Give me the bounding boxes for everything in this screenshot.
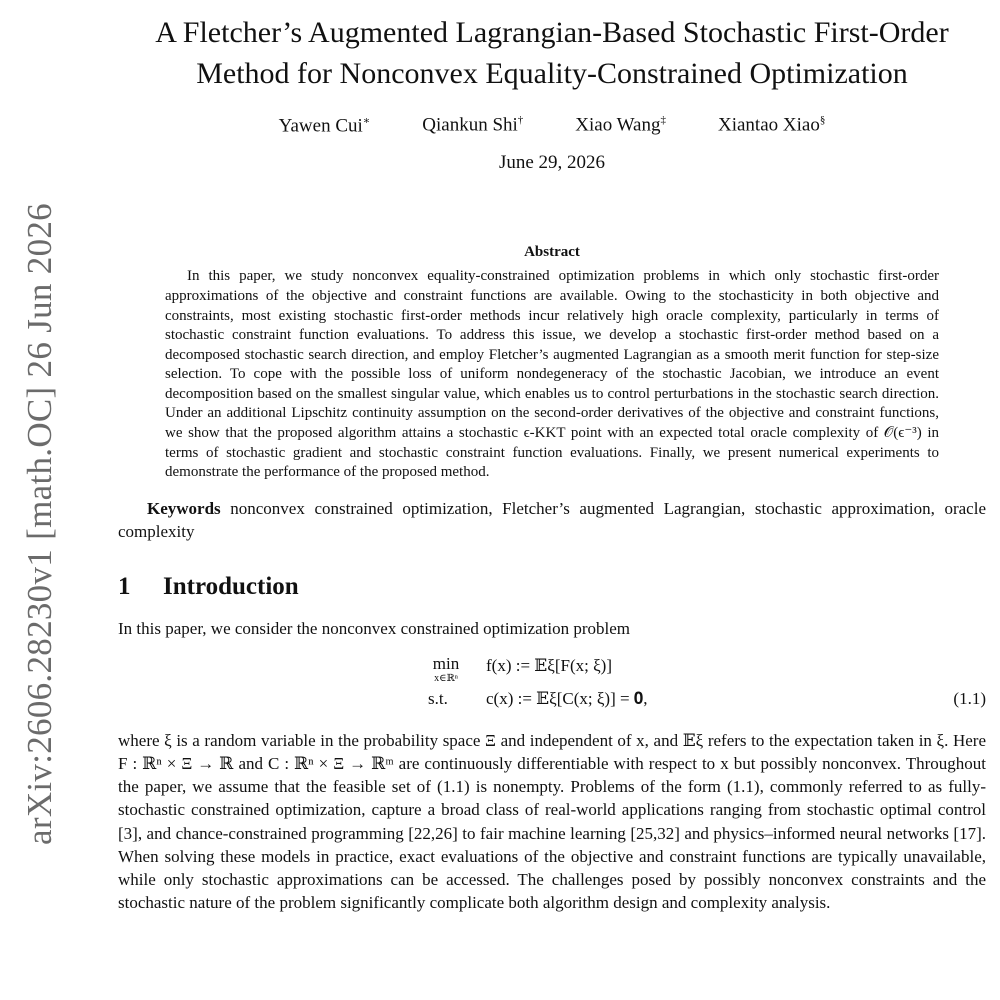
min-subscript: x∈ℝⁿ bbox=[434, 672, 458, 684]
author: Qiankun Shi† bbox=[422, 114, 524, 136]
intro-sentence: In this paper, we consider the nonconvex constrained optimization problem bbox=[118, 618, 631, 638]
title-line-2: Method for Nonconvex Equality-Constrained Optimization bbox=[196, 57, 908, 90]
title-line-1: A Fletcher’s Augmented Lagrangian-Based Stochastic First-Order bbox=[155, 16, 949, 49]
min-operator: min x∈ℝⁿ bbox=[428, 656, 464, 686]
equation-number: (1.1) bbox=[953, 688, 986, 708]
arxiv-identifier: arXiv:2606.28230v1 [math.OC] 26 Jun 2026 bbox=[20, 203, 59, 845]
paper-page bbox=[118, 0, 986, 914]
author-list bbox=[118, 114, 986, 137]
constraint-expression: c(x) := 𝔼ξ[C(x; ξ)] = 𝟎, bbox=[486, 688, 648, 708]
author-footnote-mark: † bbox=[517, 114, 524, 126]
section-title: Introduction bbox=[163, 572, 299, 600]
keywords-label: Keywords bbox=[147, 498, 221, 518]
keywords-text: nonconvex constrained optimization, Fletcher’s augmented Lagrangian, stochastic approximation, oracle complexity bbox=[118, 498, 986, 541]
section-heading bbox=[118, 573, 986, 601]
paper-title bbox=[118, 12, 986, 94]
subject-to-label: s.t. bbox=[428, 688, 448, 708]
author-footnote-mark: ∗ bbox=[362, 115, 371, 127]
author: Xiao Wang‡ bbox=[575, 114, 666, 136]
author-footnote-mark: ‡ bbox=[660, 114, 666, 126]
abstract-heading: Abstract bbox=[524, 244, 580, 261]
objective-expression: f(x) := 𝔼ξ[F(x; ξ)] bbox=[486, 655, 612, 675]
keywords-line bbox=[118, 497, 986, 543]
author: Yawen Cui∗ bbox=[278, 115, 371, 137]
body-paragraph: where ξ is a random variable in the probability space Ξ and independent of x, and 𝔼ξ refers to the expectation taken in ξ. Here F : ℝⁿ × Ξ → ℝ and C : ℝⁿ × Ξ → ℝᵐ are continuously differentiable with respect to x but possibly nonconvex. Throughout the paper, we assume that the feasible set of (1.1) is nonempty. Problems of the form (1.1), commonly referred to as fully-stochastic constrained optimization, capture a broad class of real-world applications ranging from stochastic optimal control [3], and chance-constrained programming [22,26] to fair machine learning [25,32] and physics–informed neural networks [17]. When solving these models in practice, exact evaluations of the objective and constraint functions are typically unavailable, while only stochastic approximations can be accessed. The challenges posed by possibly nonconvex constraints and the stochastic nature of the problem significantly complicate both algorithm design and complexity analysis. bbox=[118, 730, 986, 913]
arxiv-sidebar bbox=[0, 0, 72, 1000]
section-number: 1 bbox=[118, 572, 131, 600]
optimization-problem bbox=[118, 651, 986, 715]
author: Xiantao Xiao§ bbox=[717, 114, 826, 136]
paper-date: June 29, 2026 bbox=[498, 152, 606, 174]
abstract-text: In this paper, we study nonconvex equality-constrained optimization problems in which only stochastic first-order approximations of the objective and constraint functions are available. Owing to the stochasticity in both objective and constraints, most existing stochastic first-order methods incur relatively high oracle complexity, particularly in terms of stochastic constraint function evaluations. To address this issue, we develop a stochastic first-order method based on a decomposed stochastic search direction, and employ Fletcher’s augmented Lagrangian as a smooth merit function for step-size selection. To cope with the possible loss of uniform nondegeneracy of the stochastic Jacobian, we introduce an event decomposition based on the smallest singular value, which enables us to control perturbations in the stochastic search direction. Under an additional Lipschitz continuity assumption on the second-order derivatives of the objective and constraint functions, we show that the proposed algorithm attains a stochastic ϵ-KKT point with an expected total oracle complexity of 𝒪(ϵ⁻³) in terms of stochastic gradient and stochastic constraint function evaluations. Finally, we present numerical experiments to demonstrate the performance of the proposed method. bbox=[165, 268, 939, 481]
author-footnote-mark: § bbox=[819, 114, 826, 126]
